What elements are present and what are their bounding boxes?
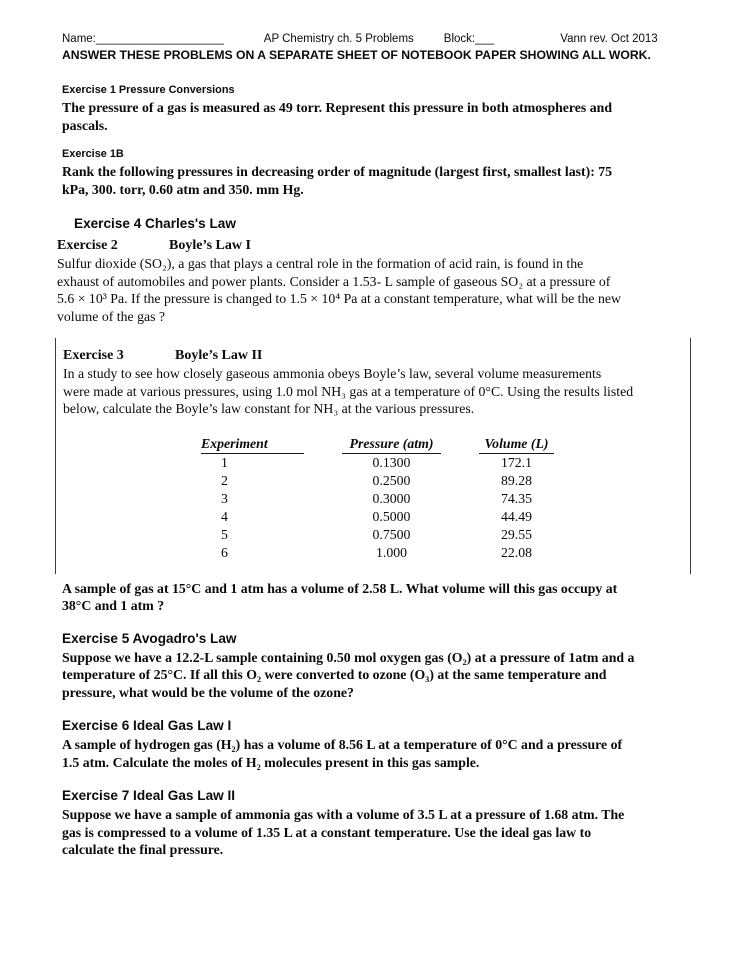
exercise1-body bbox=[62, 99, 689, 134]
exercise2-label-row bbox=[57, 237, 689, 255]
pressure-value: 0.1300 bbox=[372, 454, 411, 470]
body-line: 5.6 × 10³ Pa. If the pressure is changed to 1.5 × 10⁴ Pa at a constant temperature, what will be the new bbox=[57, 291, 621, 306]
exercise6-heading: Exercise 6 Ideal Gas Law I bbox=[62, 718, 232, 733]
name-blank-line: ____________________ bbox=[95, 33, 224, 45]
charles-law-question bbox=[62, 580, 689, 615]
body-line: were made at various pressures, using 1.0 mol NH₃ gas at a temperature of 0°C. Using the results listed bbox=[63, 383, 634, 399]
body-line: kPa, 300. torr, 0.60 atm and 350. mm Hg. bbox=[62, 181, 304, 197]
body-line: volume of the gas ? bbox=[57, 308, 166, 324]
body-line: temperature of 25°C. If all this O₂ were converted to ozone (O₃) at the same temperature and bbox=[62, 667, 607, 682]
exercise6-section bbox=[62, 717, 689, 771]
doc-title: AP Chemistry ch. 5 Problems bbox=[263, 33, 414, 45]
exercise2-label: Exercise 2 bbox=[57, 238, 118, 253]
exercise7-body bbox=[62, 806, 689, 859]
table-row bbox=[201, 526, 690, 544]
exercise5-body bbox=[62, 649, 689, 702]
exercise3-title: Boyle’s Law II bbox=[175, 348, 263, 363]
pressure-value: 0.5000 bbox=[372, 508, 411, 524]
name-label: Name: bbox=[62, 33, 96, 45]
pressure-value: 0.7500 bbox=[372, 526, 411, 542]
volume-value: 22.08 bbox=[500, 544, 533, 560]
exercise2-section bbox=[57, 237, 689, 325]
volume-value: 29.55 bbox=[500, 526, 533, 542]
experiment-number: 4 bbox=[221, 508, 228, 524]
exercise5-section bbox=[62, 630, 689, 702]
exercise3-label: Exercise 3 bbox=[63, 348, 124, 363]
table-header-pressure: Pressure (atm) bbox=[342, 435, 441, 454]
body-line: pascals. bbox=[62, 117, 108, 133]
table-header-experiment: Experiment bbox=[201, 435, 304, 454]
experiment-number: 1 bbox=[221, 454, 228, 470]
body-line: below, calculate the Boyle’s law constant for NH₃ at the various pressures. bbox=[63, 401, 475, 416]
volume-value: 172.1 bbox=[500, 454, 533, 470]
body-line: 1.5 atm. Calculate the moles of H₂ molecules present in this gas sample. bbox=[62, 754, 480, 770]
body-line: Sulfur dioxide (SO₂), a gas that plays a central role in the formation of acid rain, is found in the bbox=[57, 256, 584, 271]
body-line: A sample of gas at 15°C and 1 atm has a volume of 2.58 L. What volume will this gas occupy at bbox=[62, 580, 618, 596]
doc-header-row bbox=[62, 33, 689, 45]
body-line: 38°C and 1 atm ? bbox=[62, 598, 165, 613]
exercise4-heading: Exercise 4 Charles's Law bbox=[74, 216, 236, 231]
exercise5-heading: Exercise 5 Avogadro's Law bbox=[62, 630, 237, 646]
body-line: calculate the final pressure. bbox=[62, 842, 224, 857]
experiment-number: 2 bbox=[221, 472, 228, 488]
answer-instruction: ANSWER THESE PROBLEMS ON A SEPARATE SHEET OF NOTEBOOK PAPER SHOWING ALL WORK. bbox=[62, 48, 651, 62]
exercise3-box bbox=[55, 338, 691, 574]
exercise7-heading: Exercise 7 Ideal Gas Law II bbox=[62, 788, 236, 803]
body-line: Suppose we have a 12.2-L sample containing 0.50 mol oxygen gas (O₂) at a pressure of 1atm and a bbox=[62, 649, 635, 665]
body-line: Rank the following pressures in decreasing order of magnitude (largest first, smallest last): 75 bbox=[62, 164, 613, 179]
body-line: In a study to see how closely gaseous ammonia obeys Boyle’s law, several volume measurements bbox=[63, 366, 602, 381]
table-row bbox=[201, 454, 690, 472]
body-line: Suppose we have a sample of ammonia gas with a volume of 3.5 L at a pressure of 1.68 atm. The bbox=[62, 807, 625, 822]
exercise1b-section bbox=[62, 147, 689, 198]
exercise2-body bbox=[57, 255, 689, 325]
body-line: pressure, what would be the volume of the ozone? bbox=[62, 684, 354, 700]
volume-value: 44.49 bbox=[500, 508, 533, 524]
block-label: Block: bbox=[443, 33, 476, 45]
exercise4-section bbox=[74, 215, 689, 232]
exercise3-label-row bbox=[63, 347, 690, 365]
table-header-row bbox=[201, 435, 690, 454]
pressure-value: 1.000 bbox=[375, 544, 408, 560]
pressure-value: 0.3000 bbox=[372, 490, 411, 506]
exercise6-body bbox=[62, 736, 689, 771]
experiment-number: 6 bbox=[221, 544, 228, 560]
revision-note: Vann rev. Oct 2013 bbox=[560, 33, 658, 45]
table-row bbox=[201, 490, 690, 508]
exercise1b-heading: Exercise 1B bbox=[62, 148, 124, 160]
exercise3-body bbox=[63, 365, 690, 418]
body-line: The pressure of a gas is measured as 49 torr. Represent this pressure in both atmospheres and bbox=[62, 100, 612, 115]
exercise1-heading: Exercise 1 Pressure Conversions bbox=[62, 84, 235, 96]
exercise1b-body bbox=[62, 163, 689, 198]
body-line: A sample of hydrogen gas (H₂) has a volume of 8.56 L at a temperature of 0°C and a pressure of bbox=[62, 737, 623, 752]
table-row bbox=[201, 544, 690, 562]
pressure-value: 0.2500 bbox=[372, 472, 411, 488]
exercise2-title: Boyle’s Law I bbox=[169, 238, 251, 253]
volume-value: 74.35 bbox=[500, 490, 533, 506]
body-line: exhaust of automobiles and power plants. Consider a 1.53- L sample of gaseous SO₂ at a pressure of bbox=[57, 273, 611, 289]
table-header-volume: Volume (L) bbox=[479, 435, 554, 454]
block-blank-line: ___ bbox=[475, 33, 495, 45]
exercise1-section bbox=[62, 83, 689, 134]
body-line: gas is compressed to a volume of 1.35 L at a constant temperature. Use the ideal gas law to bbox=[62, 824, 592, 840]
experiments-table bbox=[201, 435, 690, 562]
table-row bbox=[201, 472, 690, 490]
experiment-number: 5 bbox=[221, 526, 228, 542]
exercise7-section bbox=[62, 787, 689, 859]
table-row bbox=[201, 508, 690, 526]
volume-value: 89.28 bbox=[500, 472, 533, 488]
experiment-number: 3 bbox=[221, 490, 228, 506]
